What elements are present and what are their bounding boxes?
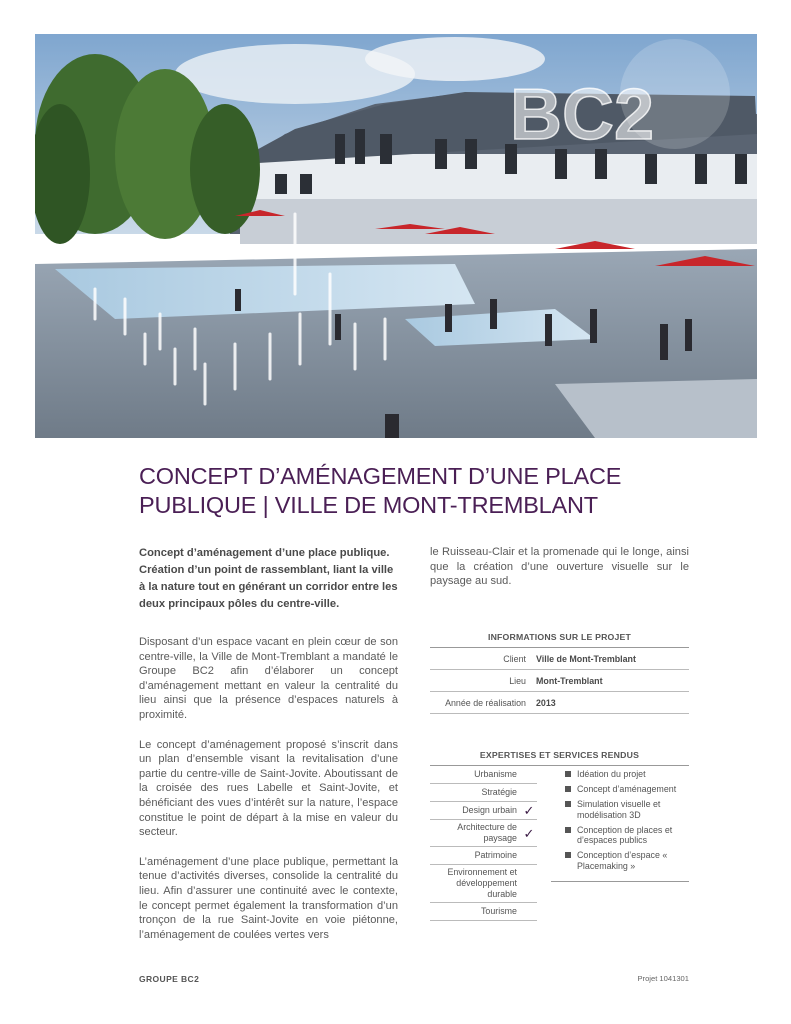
- expertises-body: [430, 765, 689, 921]
- title-line-1: CONCEPT D’AMÉNAGEMENT D’UNE PLACE: [139, 463, 622, 489]
- expertise-item: [430, 847, 537, 865]
- left-column: [139, 545, 398, 957]
- info-row-lieu: [430, 670, 689, 692]
- info-label: Année de réalisation: [445, 697, 526, 708]
- expertise-item: [430, 802, 537, 820]
- services-list: [551, 766, 689, 882]
- service-label: Conception d’espace « Placemaking »: [577, 850, 668, 871]
- page-title: [139, 462, 699, 520]
- expertise-label: Patrimoine: [474, 850, 517, 860]
- expertises-title: EXPERTISES ET SERVICES RENDUS: [479, 750, 640, 760]
- service-label: Conception de places et d’espaces publics: [577, 824, 673, 845]
- expertise-label: Urbanisme: [474, 769, 517, 779]
- service-item: [565, 799, 689, 820]
- expertise-label: Stratégie: [481, 787, 517, 797]
- info-label: Client: [503, 653, 526, 664]
- expertise-item: [430, 903, 537, 921]
- expertise-label: Design urbain: [462, 805, 517, 815]
- logo-text: BC2: [510, 75, 655, 155]
- square-bullet-icon: [565, 852, 571, 858]
- info-row-client: [430, 648, 689, 670]
- service-label: Idéation du projet: [577, 769, 646, 779]
- info-title: INFORMATIONS SUR LE PROJET: [487, 632, 632, 642]
- service-item: [565, 784, 689, 795]
- footer-project-number: Projet 1041301: [637, 974, 689, 983]
- square-bullet-icon: [565, 827, 571, 833]
- service-item: [565, 769, 689, 780]
- paragraph-3: L’aménagement d’une place publique, permettant la tenue d’activités diverses, consolide la centralité du lieu. Afin d’assurer une continuité avec le contexte, le concept permet également la transformation d’un tronçon de la rue Saint-Jovite en voie piétonne, l’aménagement de coulées vertes vers: [139, 855, 398, 941]
- info-table: [430, 647, 689, 714]
- expertise-label: Architecture de paysage: [457, 822, 517, 843]
- hero-image: [35, 34, 757, 438]
- paragraph-1: Disposant d’un espace vacant en plein cœur de son centre-ville, la Ville de Mont-Tremblant a mandaté le Groupe BC2 afin d’élaborer un concept d’aménagement mettant en valeur la centralité du lieu ainsi que la présence d’espaces naturels à proximité.: [139, 636, 398, 721]
- info-label: Lieu: [509, 675, 526, 686]
- service-label: Concept d’aménagement: [577, 784, 677, 794]
- hero-rendering: [35, 34, 757, 438]
- expertise-item: [430, 820, 537, 847]
- paragraph-2: Le concept d’aménagement proposé s’inscrit dans un plan d’ensemble visant la revitalisation d’une partie du centre-ville de Saint-Jovite. Aboutissant de la croisée des rues Labelle et Saint-Jovite, et bénéficiant des vues d’intérêt sur la nature, l’espace constitue le point de départ à la mise en valeur du secteur.: [139, 738, 398, 839]
- expertise-label: Environnement et développement durable: [447, 867, 517, 899]
- expertise-label: Tourisme: [480, 906, 517, 916]
- square-bullet-icon: [565, 801, 571, 807]
- expertise-item: [430, 865, 537, 903]
- square-bullet-icon: [565, 771, 571, 777]
- paragraph-4: le Ruisseau-Clair et la promenade qui le longe, ainsi que la création d’une ouverture visuelle sur le paysage au sud.: [430, 546, 689, 588]
- checkmark-icon: ✓: [523, 803, 535, 818]
- title-line-2: PUBLIQUE | VILLE DE MONT-TREMBLANT: [139, 492, 598, 518]
- service-label: Simulation visuelle et modélisation 3D: [577, 799, 661, 820]
- footer-company: GROUPE BC2: [139, 974, 200, 984]
- expertise-item: [430, 784, 537, 802]
- lead-paragraph: Concept d’aménagement d’une place publique. Création d’un point de rassemblant, liant la ville à la nature tout en générant un corridor entre les deux principaux pôles du centre-ville.: [139, 547, 398, 610]
- project-info: [430, 632, 689, 714]
- checkmark-icon: ✓: [523, 825, 535, 841]
- info-value: Ville de Mont-Tremblant: [536, 653, 636, 664]
- info-value: Mont-Tremblant: [536, 675, 603, 686]
- expertise-item: [430, 766, 537, 784]
- square-bullet-icon: [565, 786, 571, 792]
- expertise-list: [430, 766, 537, 921]
- expertises-section: [430, 750, 689, 921]
- info-row-annee: [430, 692, 689, 714]
- service-item: [565, 850, 689, 871]
- info-value: 2013: [536, 697, 556, 708]
- service-item: [565, 825, 689, 846]
